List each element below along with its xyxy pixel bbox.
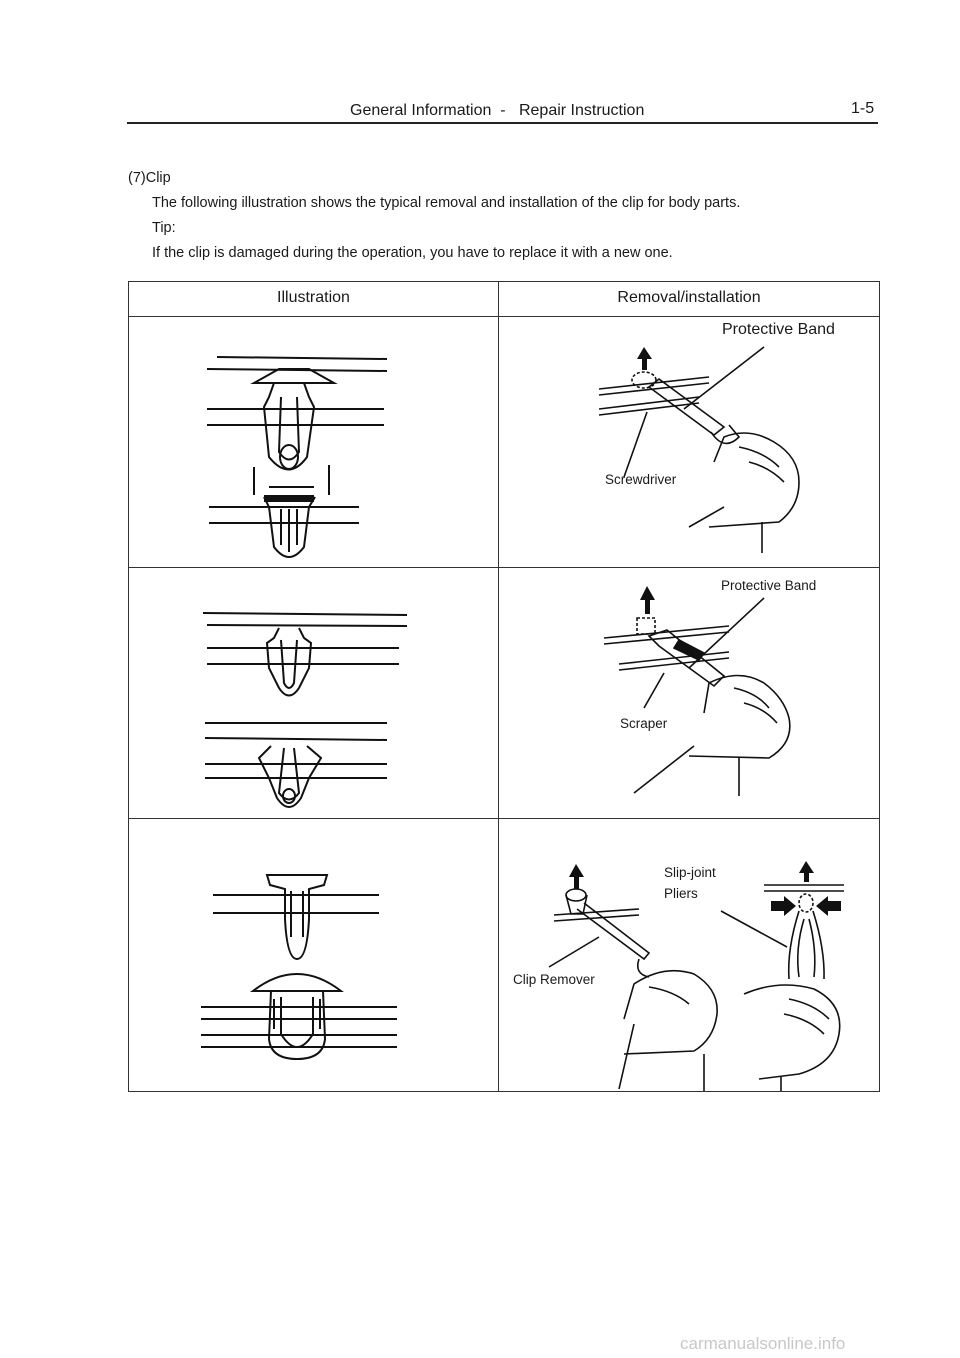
tip-text: If the clip is damaged during the operation, you have to replace it with a new one. [152, 245, 673, 261]
table-row [129, 568, 880, 819]
page-number: 1-5 [851, 100, 875, 117]
removal-illustration-3 [499, 819, 880, 1092]
protective-band-label: Protective Band [722, 321, 835, 338]
screwdriver-label: Screwdriver [605, 472, 677, 487]
slip-joint-label: Slip-joint [664, 865, 716, 880]
removal-illustration-2 [499, 568, 880, 819]
col-header-removal: Removal/installation [499, 282, 880, 317]
table-row [129, 819, 880, 1092]
scraper-removal-diagram [499, 568, 879, 818]
section-heading: (7)Clip [128, 170, 171, 186]
tip-label: Tip: [152, 220, 176, 236]
clip-remover-pliers-diagram [499, 819, 879, 1091]
clip-remover-label: Clip Remover [513, 972, 595, 987]
removal-illustration-1 [499, 317, 880, 568]
watermark-text: carmanualsonline.info [680, 1334, 846, 1353]
screwdriver-removal-diagram [499, 317, 879, 567]
clip-illustration-2 [129, 568, 499, 819]
table-row [129, 317, 880, 568]
header-title: General Information - Repair Instruction [350, 102, 645, 119]
section-description: The following illustration shows the typical removal and installation of the clip for body parts. [152, 195, 741, 211]
pliers-label: Pliers [664, 886, 698, 901]
push-clip-diagram [129, 317, 498, 567]
rivet-clip-diagram [129, 819, 498, 1091]
clip-table [128, 281, 880, 1092]
scraper-label: Scraper [620, 716, 668, 731]
col-header-illustration: Illustration [129, 282, 499, 317]
clip-illustration-3 [129, 819, 499, 1092]
page-header [0, 100, 960, 124]
fir-tree-clip-diagram [129, 568, 498, 818]
intro-section [128, 166, 740, 266]
table-header-row [129, 282, 880, 317]
clip-illustration-1 [129, 317, 499, 568]
header-divider [127, 122, 878, 124]
protective-band-label: Protective Band [721, 578, 817, 593]
